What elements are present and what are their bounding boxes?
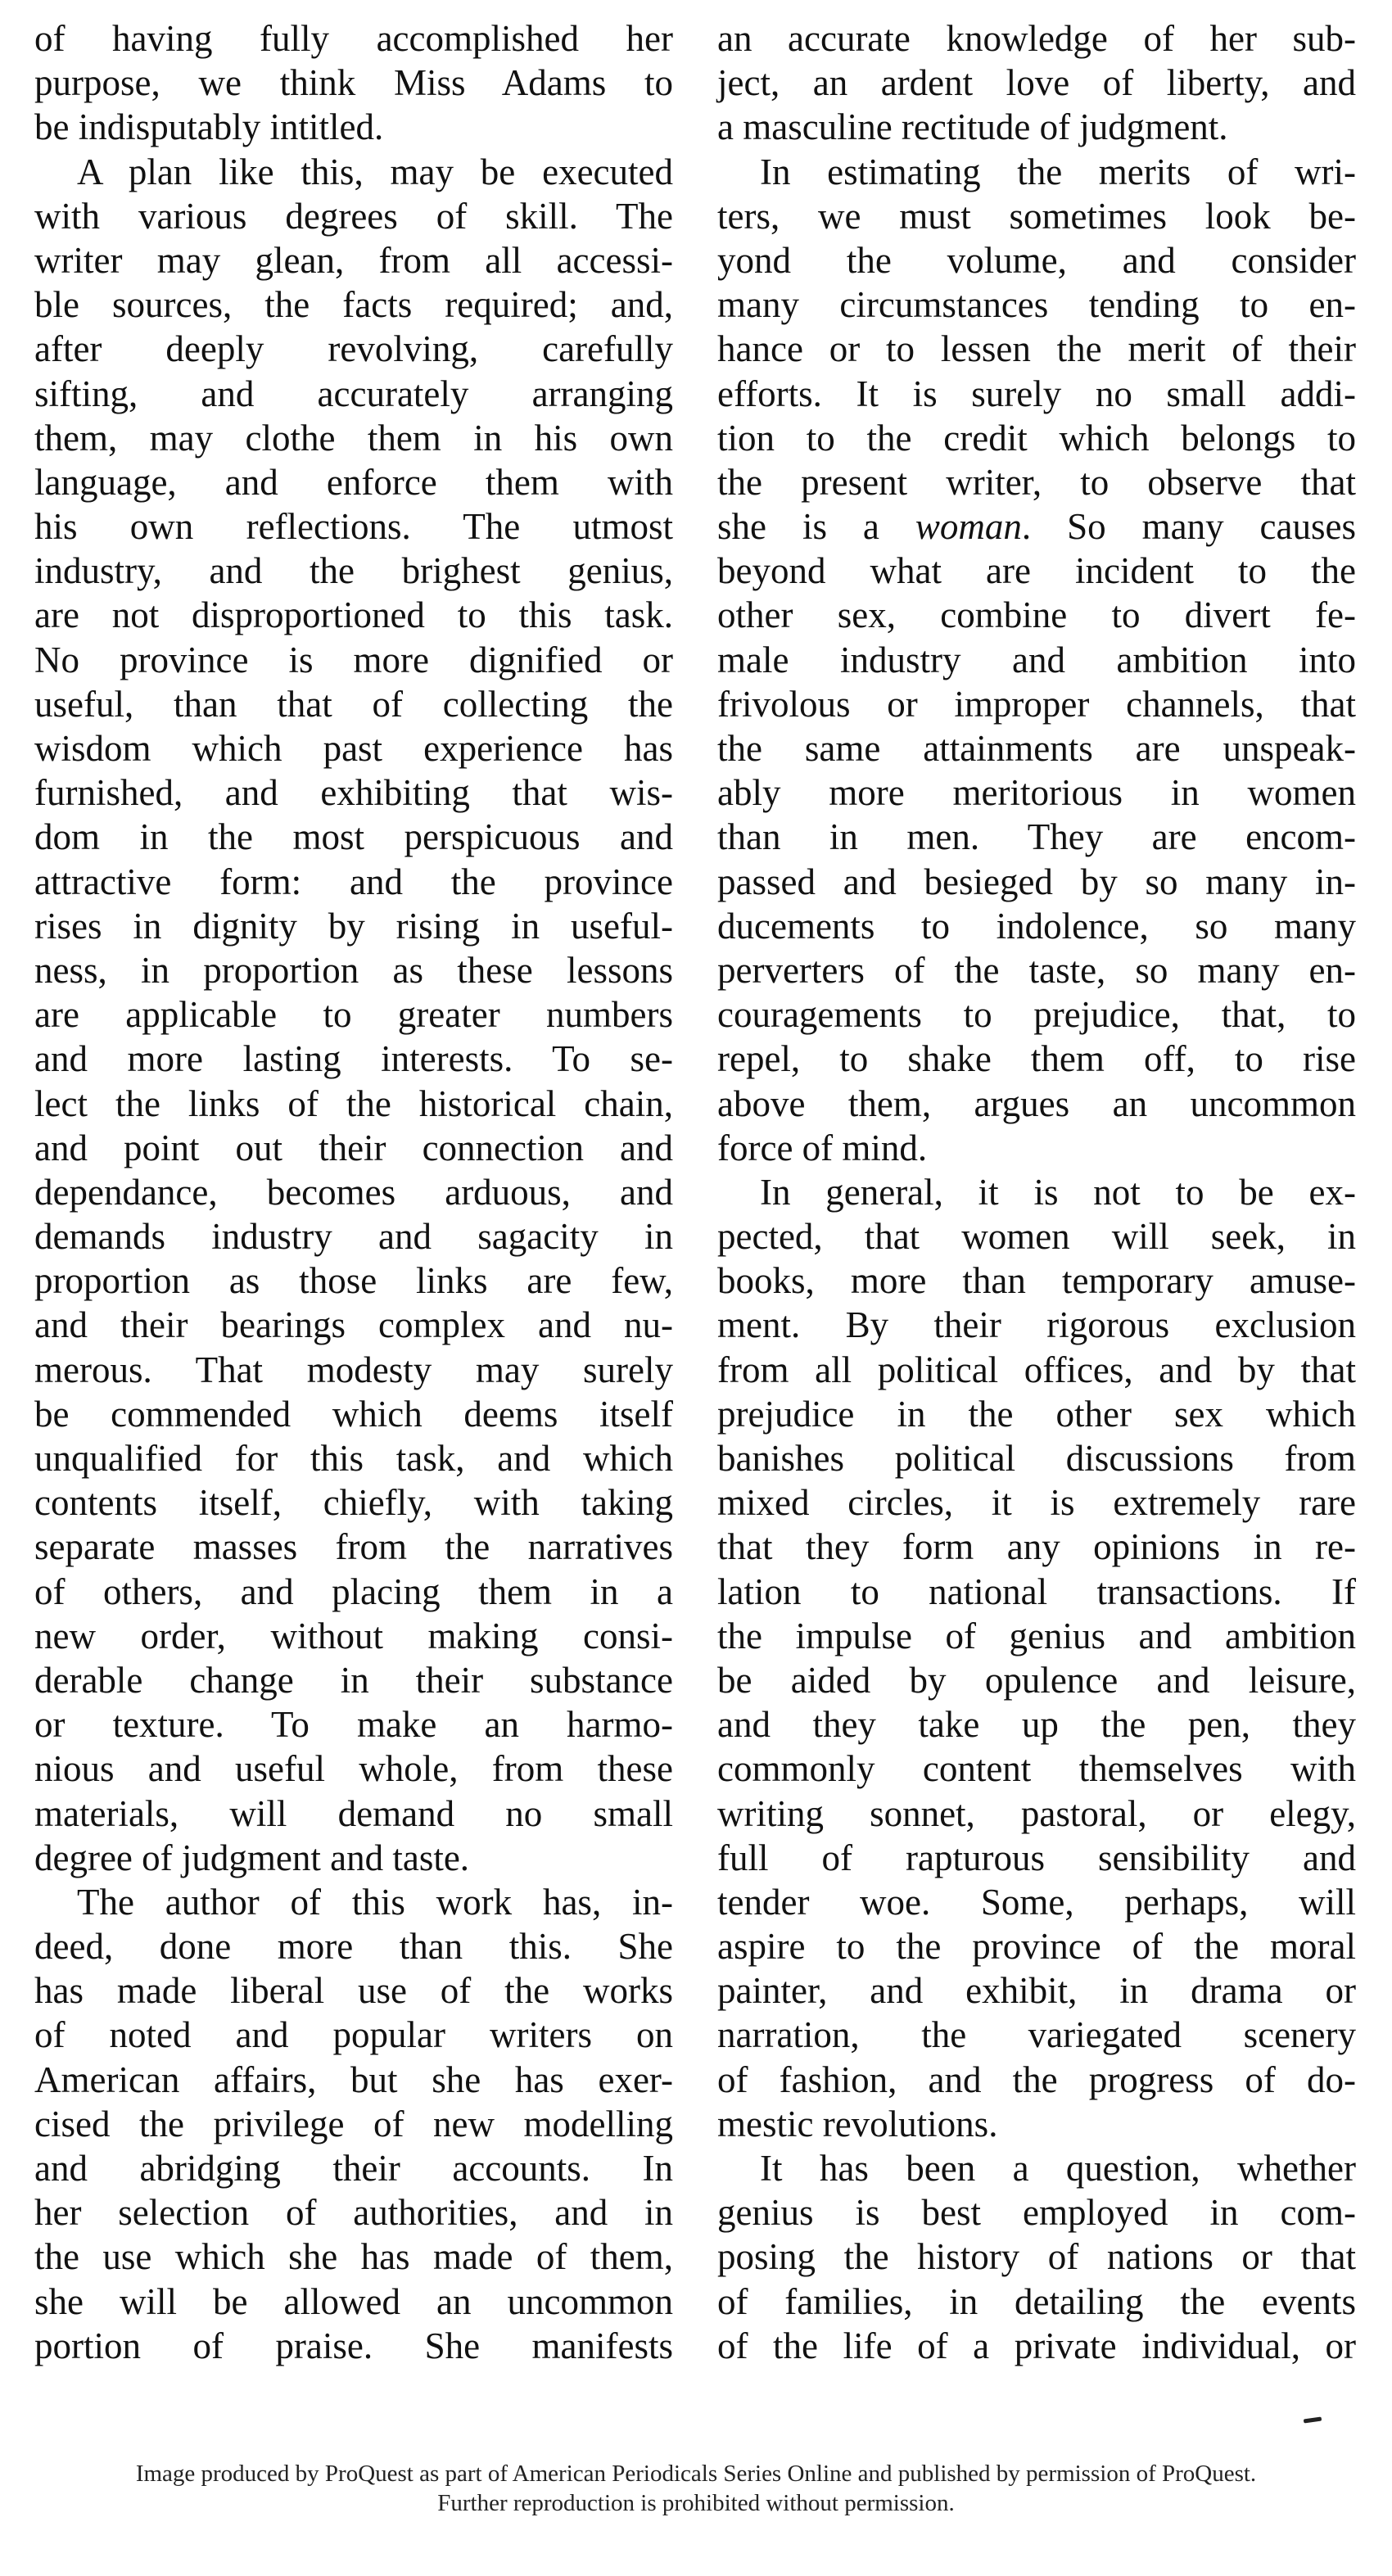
- left-column-line: and their bearings complex and nu-: [34, 1304, 673, 1346]
- left-column-line: them, may clothe them in his own: [34, 417, 673, 459]
- right-column-line: force of mind.: [717, 1127, 928, 1168]
- left-column-line: the use which she has made of them,: [34, 2236, 673, 2278]
- right-column-line: In estimating the merits of wri-: [760, 151, 1356, 192]
- left-column-line: new order, without making consi-: [34, 1615, 673, 1656]
- right-column-line: ducements to indolence, so many: [717, 905, 1356, 947]
- right-column-line: mixed circles, it is extremely rare: [717, 1482, 1356, 1524]
- right-column-line: be aided by opulence and leisure,: [717, 1659, 1356, 1701]
- right-column-line: writing sonnet, pastoral, or elegy,: [717, 1792, 1356, 1834]
- left-column-line: unqualified for this task, and which: [34, 1438, 673, 1479]
- right-column-line: an accurate knowledge of her sub-: [717, 18, 1356, 59]
- right-column-line: than in men. They are encom-: [717, 816, 1356, 858]
- left-column-line: be indisputably intitled.: [34, 106, 384, 148]
- left-column-line: after deeply revolving, carefully: [34, 328, 673, 370]
- left-column-line: portion of praise. She manifests: [34, 2325, 673, 2366]
- right-column-line: couragements to prejudice, that, to: [717, 994, 1356, 1036]
- right-column-line: repel, to shake them off, to rise: [717, 1038, 1356, 1080]
- right-column-line: that they form any opinions in re-: [717, 1526, 1356, 1568]
- right-column-line: It has been a question, whether: [760, 2148, 1356, 2189]
- footer-line-1: Image produced by ProQuest as part of American Periodicals Series Online and published by permission of ProQuest.: [135, 2461, 1257, 2487]
- left-column-line: of noted and popular writers on: [34, 2014, 673, 2056]
- left-column-line: and abridging their accounts. In: [34, 2148, 673, 2189]
- left-column-line: of others, and placing them in a: [34, 1570, 673, 1612]
- right-column-line: perverters of the taste, so many en-: [717, 949, 1356, 991]
- left-column-line: cised the privilege of new modelling: [34, 2103, 673, 2144]
- right-column-line: the impulse of genius and ambition: [717, 1615, 1356, 1656]
- left-column-line: and point out their connection and: [34, 1127, 673, 1168]
- right-column-line: ject, an ardent love of liberty, and: [717, 62, 1356, 104]
- right-column-line: ably more meritorious in women: [717, 772, 1356, 814]
- right-column-line: banishes political discussions from: [717, 1438, 1356, 1479]
- right-column-line: lation to national transactions. If: [717, 1570, 1356, 1612]
- emphasis-woman: woman: [915, 506, 1022, 548]
- right-column-line: tion to the credit which belongs to: [717, 417, 1356, 459]
- left-column-line: dependance, becomes arduous, and: [34, 1171, 673, 1213]
- left-column-line: degree of judgment and taste.: [34, 1837, 470, 1878]
- right-column-line: of the life of a private individual, or: [717, 2325, 1356, 2366]
- left-column-line: American affairs, but she has exer-: [34, 2059, 673, 2100]
- left-column-line: derable change in their substance: [34, 1659, 673, 1701]
- left-column-line: are applicable to greater numbers: [34, 994, 673, 1036]
- right-column-line: pected, that women will seek, in: [717, 1216, 1356, 1258]
- left-text-column: [34, 16, 673, 2368]
- left-column-line: The author of this work has, in-: [77, 1881, 673, 1923]
- right-column-line: efforts. It is surely no small addi-: [717, 373, 1356, 414]
- right-column-line: painter, and exhibit, in drama or: [717, 1970, 1356, 2012]
- footer-notice: [0, 2459, 1392, 2518]
- left-column-line: contents itself, chiefly, with taking: [34, 1482, 673, 1524]
- ink-mark: [1304, 2416, 1322, 2423]
- right-column-line: and they take up the pen, they: [717, 1704, 1356, 1746]
- left-column-line: lect the links of the historical chain,: [34, 1082, 673, 1124]
- right-column-line: a masculine rectitude of judgment.: [717, 106, 1228, 148]
- left-column-line: and more lasting interests. To se-: [34, 1038, 673, 1080]
- left-column-line: his own reflections. The utmost: [34, 506, 673, 548]
- right-column-line: narration, the variegated scenery: [717, 2014, 1356, 2056]
- right-column-line: full of rapturous sensibility and: [717, 1837, 1356, 1878]
- right-column-line: the same attainments are unspeak-: [717, 728, 1356, 769]
- right-column-line: In general, it is not to be ex-: [760, 1171, 1356, 1213]
- left-column-line: wisdom which past experience has: [34, 728, 673, 769]
- right-column-line: ment. By their rigorous exclusion: [717, 1304, 1356, 1346]
- left-column-line: merous. That modesty may surely: [34, 1349, 673, 1390]
- right-column-line: above them, argues an uncommon: [717, 1082, 1356, 1124]
- left-column-line: proportion as those links are few,: [34, 1260, 673, 1302]
- left-column-line: dom in the most perspicuous and: [34, 816, 673, 858]
- left-column-line: or texture. To make an harmo-: [34, 1704, 673, 1746]
- left-column-line: No province is more dignified or: [34, 639, 673, 680]
- left-column-line: her selection of authorities, and in: [34, 2192, 673, 2234]
- left-column-line: purpose, we think Miss Adams to: [34, 62, 673, 104]
- right-column-line: genius is best employed in com-: [717, 2192, 1356, 2234]
- right-column-line: hance or to lessen the merit of their: [717, 328, 1356, 370]
- right-column-line: commonly content themselves with: [717, 1748, 1356, 1790]
- right-column-line: prejudice in the other sex which: [717, 1393, 1356, 1435]
- left-column-line: be commended which deems itself: [34, 1393, 673, 1435]
- left-column-line: has made liberal use of the works: [34, 1970, 673, 2012]
- left-column-line: ble sources, the facts required; and,: [34, 284, 673, 326]
- right-column-line: mestic revolutions.: [717, 2103, 998, 2144]
- right-column-line: many circumstances tending to en-: [717, 284, 1356, 326]
- right-text-column: [717, 16, 1356, 2368]
- left-column-line: useful, than that of collecting the: [34, 683, 673, 725]
- left-column-line: A plan like this, may be executed: [77, 151, 673, 192]
- right-column-line: passed and besieged by so many in-: [717, 861, 1356, 902]
- right-column-line: beyond what are incident to the: [717, 550, 1356, 592]
- right-column-line: yond the volume, and consider: [717, 239, 1356, 281]
- left-column-line: with various degrees of skill. The: [34, 195, 673, 237]
- right-column-line: ters, we must sometimes look be-: [717, 195, 1356, 237]
- left-column-line: nious and useful whole, from these: [34, 1748, 673, 1790]
- left-column-line: language, and enforce them with: [34, 461, 673, 503]
- left-column-line: ness, in proportion as these lessons: [34, 949, 673, 991]
- left-column-line: of having fully accomplished her: [34, 18, 673, 59]
- left-column-line: attractive form: and the province: [34, 861, 673, 902]
- left-column-line: are not disproportioned to this task.: [34, 594, 673, 636]
- right-column-line: frivolous or improper channels, that: [717, 683, 1356, 725]
- left-column-line: industry, and the brighest genius,: [34, 550, 673, 592]
- right-column-line: posing the history of nations or that: [717, 2236, 1356, 2278]
- left-column-line: separate masses from the narratives: [34, 1526, 673, 1568]
- right-column-line: she is a woman. So many causes: [717, 506, 1356, 548]
- left-column-line: demands industry and sagacity in: [34, 1216, 673, 1258]
- left-column-line: rises in dignity by rising in useful-: [34, 905, 673, 947]
- left-column-line: sifting, and accurately arranging: [34, 373, 673, 414]
- right-column-line: from all political offices, and by that: [717, 1349, 1356, 1390]
- right-column-line: male industry and ambition into: [717, 639, 1356, 680]
- right-column-line: aspire to the province of the moral: [717, 1926, 1356, 1968]
- left-column-line: she will be allowed an uncommon: [34, 2280, 673, 2322]
- left-column-line: furnished, and exhibiting that wis-: [34, 772, 673, 814]
- left-column-line: writer may glean, from all accessi-: [34, 239, 673, 281]
- right-column-line: of families, in detailing the events: [717, 2280, 1356, 2322]
- right-column-line: other sex, combine to divert fe-: [717, 594, 1356, 636]
- right-column-line: of fashion, and the progress of do-: [717, 2059, 1356, 2100]
- right-column-line: tender woe. Some, perhaps, will: [717, 1881, 1356, 1923]
- right-column-line: books, more than temporary amuse-: [717, 1260, 1356, 1302]
- left-column-line: materials, will demand no small: [34, 1792, 673, 1834]
- footer-line-2: Further reproduction is prohibited without permission.: [437, 2490, 955, 2516]
- right-column-line: the present writer, to observe that: [717, 461, 1356, 503]
- left-column-line: deed, done more than this. She: [34, 1926, 673, 1968]
